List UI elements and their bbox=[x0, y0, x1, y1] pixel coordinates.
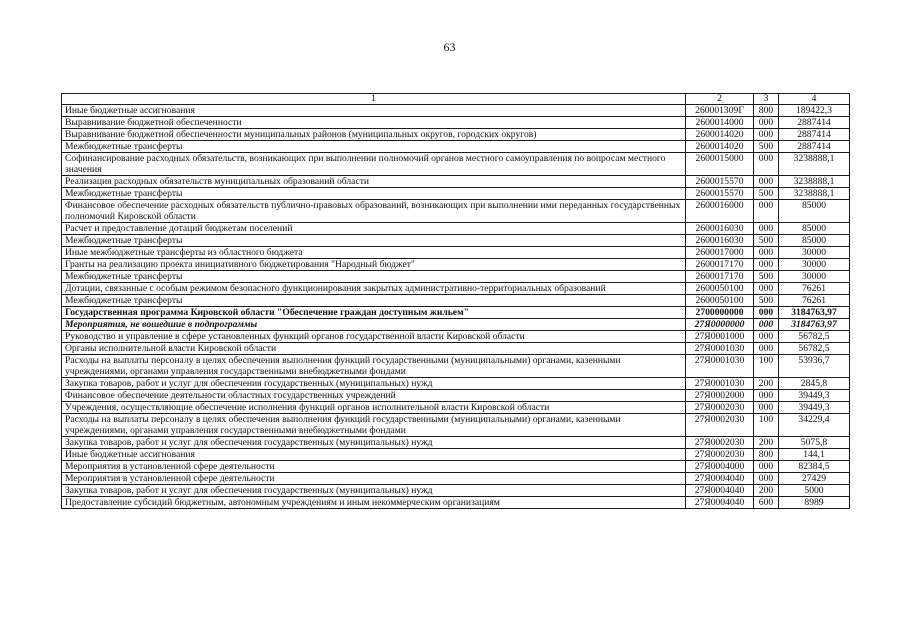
row-expense-type: 000 bbox=[754, 331, 779, 343]
table-row bbox=[62, 188, 850, 200]
row-code: 2600015000 bbox=[686, 153, 754, 176]
row-code: 2600050100 bbox=[686, 295, 754, 307]
row-code: 2600014020 bbox=[686, 141, 754, 153]
table-row bbox=[62, 414, 850, 437]
table-row bbox=[62, 105, 850, 117]
budget-table bbox=[61, 93, 850, 509]
table-row bbox=[62, 259, 850, 271]
row-code: 27Я0004040 bbox=[686, 485, 754, 497]
row-amount: 2887414 bbox=[779, 117, 850, 129]
row-name: Мероприятия в установленной сфере деятельности bbox=[62, 473, 686, 485]
row-expense-type: 100 bbox=[754, 355, 779, 378]
row-code: 27Я0002030 bbox=[686, 402, 754, 414]
row-name: Межбюджетные трансферты bbox=[62, 295, 686, 307]
row-name: Иные бюджетные ассигнования bbox=[62, 449, 686, 461]
header-col-name: 1 bbox=[62, 94, 686, 105]
row-expense-type: 000 bbox=[754, 200, 779, 223]
row-name: Выравнивание бюджетной обеспеченности муниципальных районов (муниципальных округов, городских округов) bbox=[62, 129, 686, 141]
row-code: 2600017000 bbox=[686, 247, 754, 259]
row-name: Закупка товаров, работ и услуг для обеспечения государственных (муниципальных) нужд bbox=[62, 378, 686, 390]
table-row bbox=[62, 223, 850, 235]
header-col-sum: 4 bbox=[779, 94, 850, 105]
row-name: Межбюджетные трансферты bbox=[62, 235, 686, 247]
table-row bbox=[62, 343, 850, 355]
table-row bbox=[62, 283, 850, 295]
row-expense-type: 100 bbox=[754, 414, 779, 437]
row-amount: 30000 bbox=[779, 259, 850, 271]
table-row bbox=[62, 235, 850, 247]
row-code: 2700000000 bbox=[686, 307, 754, 319]
row-code: 2600017170 bbox=[686, 271, 754, 283]
row-expense-type: 500 bbox=[754, 295, 779, 307]
row-name: Межбюджетные трансферты bbox=[62, 141, 686, 153]
row-amount: 39449,3 bbox=[779, 390, 850, 402]
row-expense-type: 000 bbox=[754, 153, 779, 176]
row-code: 2600017170 bbox=[686, 259, 754, 271]
row-name: Иные межбюджетные трансферты из областного бюджета bbox=[62, 247, 686, 259]
row-expense-type: 000 bbox=[754, 259, 779, 271]
table-row bbox=[62, 271, 850, 283]
row-code: 27Я0000000 bbox=[686, 319, 754, 331]
row-expense-type: 000 bbox=[754, 117, 779, 129]
table-row bbox=[62, 497, 850, 509]
row-expense-type: 000 bbox=[754, 307, 779, 319]
row-expense-type: 000 bbox=[754, 129, 779, 141]
row-code: 2600016000 bbox=[686, 200, 754, 223]
row-name: Расходы на выплаты персоналу в целях обеспечения выполнения функций государственными (муниципальными) органами, казенными учреждениями, органами управления государственными внебюджетными фондами bbox=[62, 414, 686, 437]
table-row bbox=[62, 247, 850, 259]
row-name: Мероприятия в установленной сфере деятельности bbox=[62, 461, 686, 473]
row-name: Выравнивание бюджетной обеспеченности bbox=[62, 117, 686, 129]
row-amount: 53936,7 bbox=[779, 355, 850, 378]
row-name: Иные бюджетные ассигнования bbox=[62, 105, 686, 117]
row-expense-type: 000 bbox=[754, 319, 779, 331]
row-expense-type: 000 bbox=[754, 283, 779, 295]
row-amount: 2887414 bbox=[779, 129, 850, 141]
row-amount: 3238888,1 bbox=[779, 153, 850, 176]
row-expense-type: 200 bbox=[754, 378, 779, 390]
row-code: 27Я0001030 bbox=[686, 343, 754, 355]
row-amount: 144,1 bbox=[779, 449, 850, 461]
row-name: Учреждения, осуществляющие обеспечение исполнения функций органов исполнительной власти Кировской области bbox=[62, 402, 686, 414]
row-amount: 30000 bbox=[779, 247, 850, 259]
table-row bbox=[62, 176, 850, 188]
row-amount: 3238888,1 bbox=[779, 176, 850, 188]
row-amount: 34229,4 bbox=[779, 414, 850, 437]
row-code: 260001309Г bbox=[686, 105, 754, 117]
row-amount: 27429 bbox=[779, 473, 850, 485]
row-code: 27Я0001030 bbox=[686, 355, 754, 378]
row-amount: 85000 bbox=[779, 235, 850, 247]
table-row bbox=[62, 449, 850, 461]
row-name: Софинансирование расходных обязательств, возникающих при выполнении полномочий органов местного самоуправления по вопросам местного значения bbox=[62, 153, 686, 176]
row-name: Руководство и управление в сфере установленных функций органов государственной власти Кировской области bbox=[62, 331, 686, 343]
table-row bbox=[62, 117, 850, 129]
row-amount: 56782,5 bbox=[779, 331, 850, 343]
table-row bbox=[62, 473, 850, 485]
row-amount: 8989 bbox=[779, 497, 850, 509]
table-row bbox=[62, 153, 850, 176]
table-row bbox=[62, 485, 850, 497]
row-code: 2600015570 bbox=[686, 176, 754, 188]
row-name: Государственная программа Кировской области "Обеспечение граждан доступным жильем" bbox=[62, 307, 686, 319]
table-row bbox=[62, 378, 850, 390]
row-code: 27Я0002030 bbox=[686, 414, 754, 437]
row-expense-type: 600 bbox=[754, 497, 779, 509]
table-row bbox=[62, 390, 850, 402]
row-expense-type: 800 bbox=[754, 449, 779, 461]
table-row bbox=[62, 295, 850, 307]
row-expense-type: 500 bbox=[754, 141, 779, 153]
table-row bbox=[62, 141, 850, 153]
row-amount: 76261 bbox=[779, 283, 850, 295]
row-code: 2600016030 bbox=[686, 235, 754, 247]
row-amount: 2887414 bbox=[779, 141, 850, 153]
row-expense-type: 500 bbox=[754, 235, 779, 247]
row-amount: 3184763,97 bbox=[779, 307, 850, 319]
table-body bbox=[62, 105, 850, 509]
row-code: 27Я0004040 bbox=[686, 473, 754, 485]
table-row bbox=[62, 437, 850, 449]
row-name: Гранты на реализацию проекта инициативного бюджетирования "Народный бюджет" bbox=[62, 259, 686, 271]
row-amount: 85000 bbox=[779, 200, 850, 223]
row-expense-type: 000 bbox=[754, 461, 779, 473]
row-amount: 85000 bbox=[779, 223, 850, 235]
row-expense-type: 000 bbox=[754, 223, 779, 235]
header-col-vr: 3 bbox=[754, 94, 779, 105]
row-name: Предоставление субсидий бюджетным, автономным учреждениям и иным некоммерческим организациям bbox=[62, 497, 686, 509]
table-row bbox=[62, 331, 850, 343]
table-row bbox=[62, 355, 850, 378]
row-code: 27Я0001000 bbox=[686, 331, 754, 343]
row-name: Финансовое обеспечение деятельности областных государственных учреждений bbox=[62, 390, 686, 402]
row-code: 2600050100 bbox=[686, 283, 754, 295]
row-name: Расчет и предоставление дотаций бюджетам поселений bbox=[62, 223, 686, 235]
row-amount: 2845,8 bbox=[779, 378, 850, 390]
table-row bbox=[62, 200, 850, 223]
row-code: 2600016030 bbox=[686, 223, 754, 235]
row-code: 27Я0001030 bbox=[686, 378, 754, 390]
row-code: 2600014000 bbox=[686, 117, 754, 129]
row-amount: 189422,3 bbox=[779, 105, 850, 117]
row-code: 2600014020 bbox=[686, 129, 754, 141]
page-number: 63 bbox=[443, 40, 456, 54]
row-name: Межбюджетные трансферты bbox=[62, 271, 686, 283]
row-expense-type: 000 bbox=[754, 176, 779, 188]
row-expense-type: 000 bbox=[754, 473, 779, 485]
row-code: 27Я0002030 bbox=[686, 449, 754, 461]
row-amount: 56782,5 bbox=[779, 343, 850, 355]
row-expense-type: 000 bbox=[754, 247, 779, 259]
row-expense-type: 500 bbox=[754, 188, 779, 200]
table-row bbox=[62, 402, 850, 414]
row-amount: 30000 bbox=[779, 271, 850, 283]
row-name: Межбюджетные трансферты bbox=[62, 188, 686, 200]
table-row bbox=[62, 319, 850, 331]
row-expense-type: 000 bbox=[754, 343, 779, 355]
row-expense-type: 000 bbox=[754, 402, 779, 414]
row-name: Закупка товаров, работ и услуг для обеспечения государственных (муниципальных) нужд bbox=[62, 437, 686, 449]
row-code: 27Я0004000 bbox=[686, 461, 754, 473]
row-code: 27Я0002000 bbox=[686, 390, 754, 402]
table-row bbox=[62, 307, 850, 319]
row-expense-type: 200 bbox=[754, 485, 779, 497]
row-name: Финансовое обеспечение расходных обязательств публично-правовых образований, возникающих при выполнении ими переданных государственных полномочий Кировской области bbox=[62, 200, 686, 223]
row-amount: 3238888,1 bbox=[779, 188, 850, 200]
row-code: 27Я0004040 bbox=[686, 497, 754, 509]
row-name: Органы исполнительной власти Кировской области bbox=[62, 343, 686, 355]
row-code: 27Я0002030 bbox=[686, 437, 754, 449]
row-name: Дотации, связанные с особым режимом безопасного функционирования закрытых административно-территориальных образований bbox=[62, 283, 686, 295]
row-name: Мероприятия, не вошедшие в подпрограммы bbox=[62, 319, 686, 331]
row-expense-type: 000 bbox=[754, 390, 779, 402]
row-amount: 5075,8 bbox=[779, 437, 850, 449]
row-amount: 3184763,97 bbox=[779, 319, 850, 331]
row-name: Реализация расходных обязательств муниципальных образований области bbox=[62, 176, 686, 188]
row-expense-type: 200 bbox=[754, 437, 779, 449]
row-amount: 76261 bbox=[779, 295, 850, 307]
table-row bbox=[62, 461, 850, 473]
header-col-code: 2 bbox=[686, 94, 754, 105]
row-amount: 39449,3 bbox=[779, 402, 850, 414]
row-amount: 5000 bbox=[779, 485, 850, 497]
row-name: Расходы на выплаты персоналу в целях обеспечения выполнения функций государственными (муниципальными) органами, казенными учреждениями, органами управления государственными внебюджетными фондами bbox=[62, 355, 686, 378]
row-amount: 82384,5 bbox=[779, 461, 850, 473]
table-row bbox=[62, 129, 850, 141]
row-expense-type: 500 bbox=[754, 271, 779, 283]
table-header-row bbox=[62, 94, 850, 105]
row-expense-type: 800 bbox=[754, 105, 779, 117]
row-code: 2600015570 bbox=[686, 188, 754, 200]
row-name: Закупка товаров, работ и услуг для обеспечения государственных (муниципальных) нужд bbox=[62, 485, 686, 497]
